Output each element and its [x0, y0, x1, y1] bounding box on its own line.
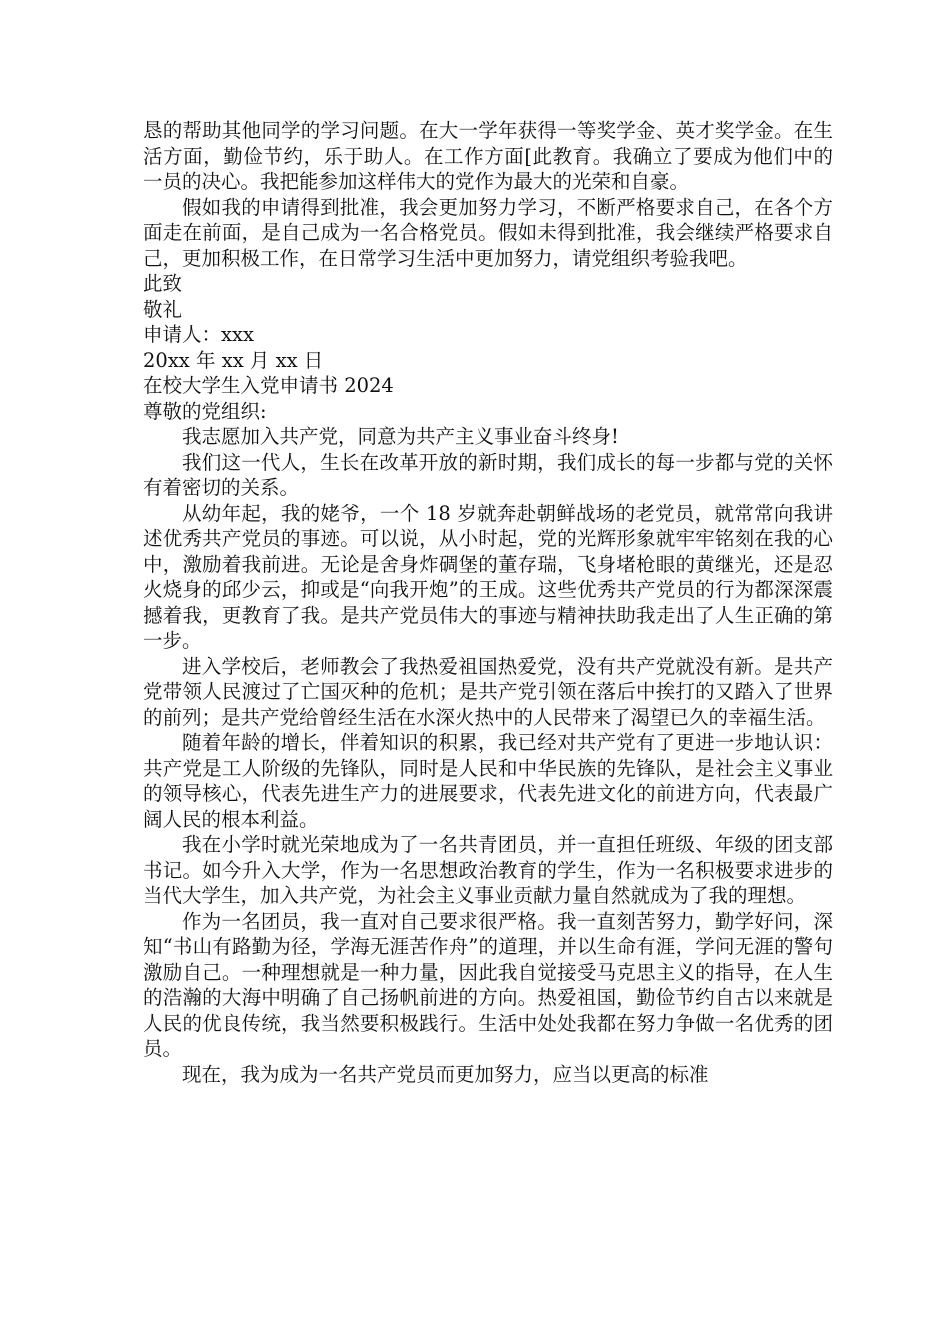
applicant-line: 申请人：xxx: [143, 323, 254, 346]
paragraph: 我在小学时就光荣地成为了一名共青团员，并一直担任班级、年级的团支部书记。如今升入大学，作为一名思想政治教育的学生，作为一名积极要求进步的当代大学生，加入共产党，为社会主义事业贡献力量自然就成为了我的理想。: [143, 833, 833, 907]
paragraph: 我们这一代人，生长在改革开放的新时期，我们成长的每一步都与党的关怀有着密切的关系。: [143, 450, 833, 499]
document-body: [143, 118, 833, 1087]
date-line: 20xx 年 xx 月 xx 日: [143, 348, 324, 372]
paragraph-continued: 恳的帮助其他同学的学习问题。在大一学年获得一等奖学金、英才奖学金。在生活方面，勤俭节约，乐于助人。在工作方面[此教育。我确立了要成为他们中的一员的决心。我把能参加这样伟大的党作为最大的光荣和自豪。: [143, 119, 833, 193]
paragraph: 从幼年起，我的姥爷，一个 18 岁就奔赴朝鲜战场的老党员，就常常向我讲述优秀共产党员的事迹。可以说，从小时起，党的光辉形象就牢牢铭刻在我的心中，激励着我前进。无论是舍身炸碉堡的董存瑞，飞身堵枪眼的黄继光，还是忍火烧身的邱少云，抑或是“向我开炮”的王成。这些优秀共产党员的行为都深深震撼着我，更教育了我。是共产党员伟大的事迹与精神扶助我走出了人生正确的第一步。: [143, 501, 833, 652]
closing-regards: 敬礼: [143, 297, 183, 321]
paragraph: 作为一名团员，我一直对自己要求很严格。我一直刻苦努力，勤学好问，深知“书山有路勤为径，学海无涯苦作舟”的道理，并以生命有涯，学问无涯的警句激励自己。一种理想就是一种力量，因此我自觉接受马克思主义的指导，在人生的浩瀚的大海中明确了自己扬帆前进的方向。热爱祖国，勤俭节约自古以来就是人民的优良传统，我当然要积极践行。生活中处处我都在努力争做一名优秀的团员。: [143, 909, 833, 1060]
paragraph: 现在，我为成为一名共产党员而更加努力，应当以更高的标准: [182, 1062, 709, 1086]
document-title: 在校大学生入党申请书 2024: [143, 374, 394, 397]
paragraph: 我志愿加入共产党，同意为共产主义事业奋斗终身!: [182, 425, 619, 448]
greeting: 尊敬的党组织:: [143, 399, 267, 423]
closing-salutation: 此致: [143, 272, 183, 295]
paragraph: 进入学校后，老师教会了我热爱祖国热爱党，没有共产党就没有新。是共产党带领人民渡过了亡国灭种的危机；是共产党引领在落后中挨打的又踏入了世界的前列；是共产党给曾经生活在水深火热中的人民带来了渴望已久的幸福生活。: [143, 654, 833, 729]
paragraph: 随着年龄的增长，伴着知识的积累，我已经对共产党有了更进一步地认识：共产党是工人阶级的先锋队，同时是人民和中华民族的先锋队，是社会主义事业的领导核心，代表先进生产力的进展要求，代表先进文化的前进方向，代表最广阔人民的根本利益。: [143, 731, 833, 831]
paragraph: 假如我的申请得到批准，我会更加努力学习，不断严格要求自己，在各个方面走在前面，是自己成为一名合格党员。假如未得到批准，我会继续严格要求自己，更加积极工作，在日常学习生活中更加努力，请党组织考验我吧。: [143, 195, 833, 270]
